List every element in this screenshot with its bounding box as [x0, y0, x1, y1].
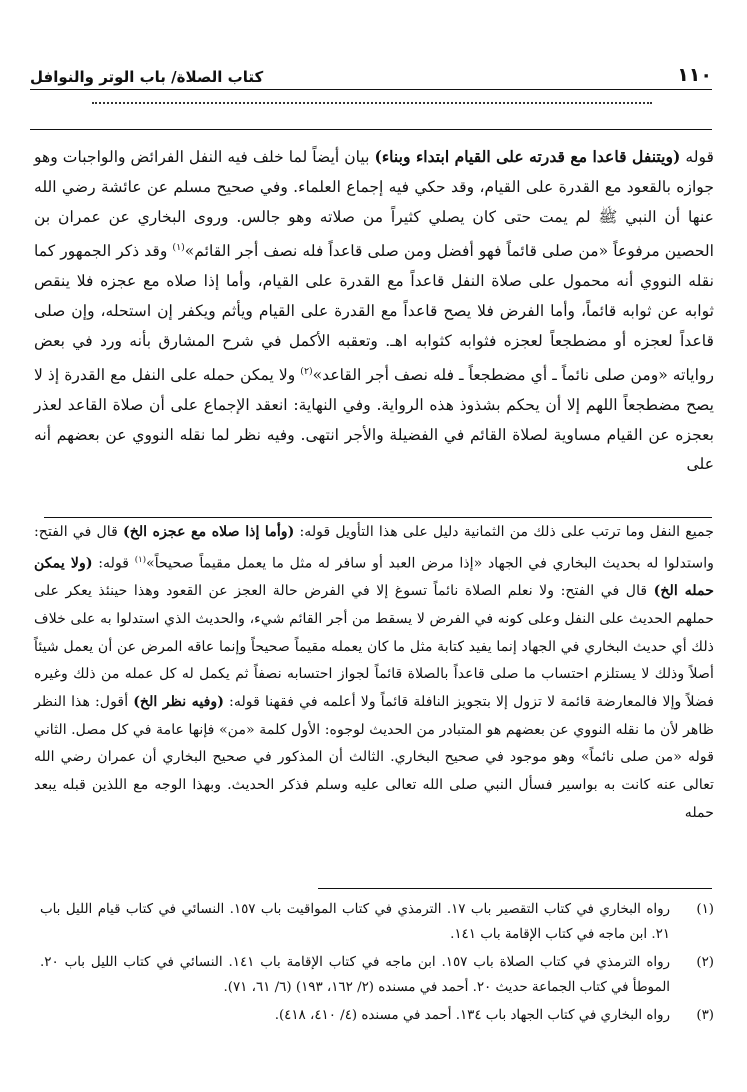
footnote-number: (٣) [696, 1008, 714, 1023]
footnote-1 [40, 898, 714, 947]
page-header [30, 58, 712, 86]
commentary-lemma-2: (ولا يمكن حمله الخ) [34, 555, 714, 600]
commentary-separator [44, 517, 712, 518]
footnote-ref-3: (١) [134, 554, 147, 565]
footnote-number: (٢) [696, 955, 714, 970]
footnote-3 [40, 1004, 714, 1029]
footnotes-separator [318, 888, 712, 889]
commentary-part-4: قال في الفتح: ولا نعلم الصلاة نائماً تسوغ إلا في الفرض حالة العجز عن القعود وهذا حينئذ يعكر على حملهم الحديث على النفل وعلى كونه في الفرض لا يسقط من أجر القائم شيء، والحديث الذي استدلوا به على خلاف ذلك أي حديث البخاري في الجهاد إنما يفيد كتابة مثل ما كان يعمله مقيماً صحيحاً وإنما عاقه المرض عن أن يعمل شيئاً أصلاً وذلك لا يستلزم احتساب ما صلى قاعداً بالصلاة قائماً لجواز احتسابه نصفاً ثم يكمل له كل عمله من ذلك وغيره فضلاً وإلا فالمعارضة قائمة لا تزول إلا بتجويز النافلة قائماً ولا أعلمه في فقهنا قوله: [34, 583, 715, 710]
main-body: بيان أيضاً لما خلف فيه النفل الفرائض والواجبات وهو جوازه بالقعود مع القدرة على القيام، وقد حكي فيه إجماع العلماء. وفي صحيح مسلم عن عائشة رضي الله عنها أن النبي ﷺ لم يمت حتى كان يصلي كثيراً من صلاته وهو جالس. وروى البخاري عن عمران بن الحصين مرفوعاً «من صلى قائماً فهو أفضل ومن صلى قاعداً فله نصف أجر القائم» [34, 148, 714, 260]
main-text [34, 142, 714, 480]
commentary-lemma-3: (وفيه نظر الخ) [133, 693, 224, 710]
dotted-divider [92, 102, 652, 104]
main-body-2: وقد ذكر الجمهور كما نقله النووي أنه محمول على صلاة النفل قاعداً مع القدرة على القيام، وأما إذا صلاه مع عجزه فلا ينقص ثوابه عن ثوابه قائماً، وأما الفرض فلا يصح قاعداً مع القدرة على القيام ويأثم ويكفر إن استحله، وإن صلى قاعداً لعجزه أو مضطجعاً لعجزه فثوابه كثوابه اهـ. وتعقبه الأكمل في شرح المشارق بأنه ورد في بعض رواياته «ومن صلى نائماً ـ أي مضطجعاً ـ فله نصف أجر القاعد» [34, 241, 714, 384]
commentary-part-1: جميع النفل وما ترتب على ذلك من الثمانية دليل على هذا التأويل قوله: [294, 524, 714, 540]
main-lead: قوله [680, 148, 714, 166]
commentary-part-5: أقول: هذا النظر ظاهر لأن ما نقله النووي عن بعضهم هو المتبادر من الحديث لوجوه: الأول كلمة «من» فإنها عامة في كل مصل. الثاني قوله «من صلى نائماً» وهو موجود في صحيح البخاري. الثالث أن المذكور في صحيح البخاري أن عمران رضي الله تعالى عنه كانت به بواسير فسأل النبي صلى الله تعالى عليه وسلم فذكر الحديث. وبهذا الوجه مع اللذين قبله يبعد حمله [34, 693, 714, 821]
footnote-number: (١) [696, 902, 714, 917]
footnote-ref-2: (٢) [300, 365, 313, 377]
header-rule [30, 89, 712, 90]
main-lemma: (ويتنفل قاعدا مع قدرته على القيام ابتداء وبناء) [374, 147, 681, 166]
footnotes [40, 898, 714, 1033]
running-title: كتاب الصلاة/ باب الوتر والنوافل [30, 68, 264, 86]
commentary-lemma-1: (وأما إذا صلاه مع عجزه الخ) [122, 524, 295, 540]
footnote-ref-1: (١) [172, 241, 185, 253]
main-text-top-rule [30, 129, 712, 130]
commentary-text [34, 519, 714, 827]
main-body-3: ولا يمكن حمله على النفل مع القدرة إذ لا يصح مضطجعاً اللهم إلا أن يحكم بشذوذ هذه الرواية. وفي النهاية: انعقد الإجماع على أن صلاة القاعد لعذر بعجزه عن القيام مساوية لصلاة القائم في الفضيلة والأجر انتهى. وفيه نظر لما نقله النووي عن بعضهم أنه على [34, 365, 714, 474]
footnote-2 [40, 951, 714, 1000]
main-paragraph [34, 142, 714, 480]
commentary-part-3: قوله: [92, 555, 135, 572]
commentary-part-2: قال في الفتح: واستدلوا له بحديث البخاري في الجهاد «إذا مرض العبد أو سافر له مثل ما يعمل مقيماً صحيحاً» [34, 524, 714, 572]
footnote-text: رواه الترمذي في كتاب الصلاة باب ١٥٧. ابن ماجه في كتاب الإقامة باب ١٤١. النسائي في كتاب الليل باب ٢٠. الموطأ في كتاب الجماعة حديث ٢٠. أحمد في مسنده (٢/ ١٦٢، ١٩٣) (٦/ ٦١، ٧١). [40, 955, 670, 995]
page-number: ١١٠ [677, 64, 712, 86]
footnote-text: رواه البخاري في كتاب الجهاد باب ١٣٤. أحمد في مسنده (٤/ ٤١٠، ٤١٨). [274, 1008, 670, 1023]
commentary-paragraph [34, 519, 714, 827]
footnote-text: رواه البخاري في كتاب التقصير باب ١٧. الترمذي في كتاب المواقيت باب ١٥٧. النسائي في كتاب قيام الليل باب ٢١. ابن ماجه في كتاب الإقامة باب ١٤١. [40, 902, 671, 942]
